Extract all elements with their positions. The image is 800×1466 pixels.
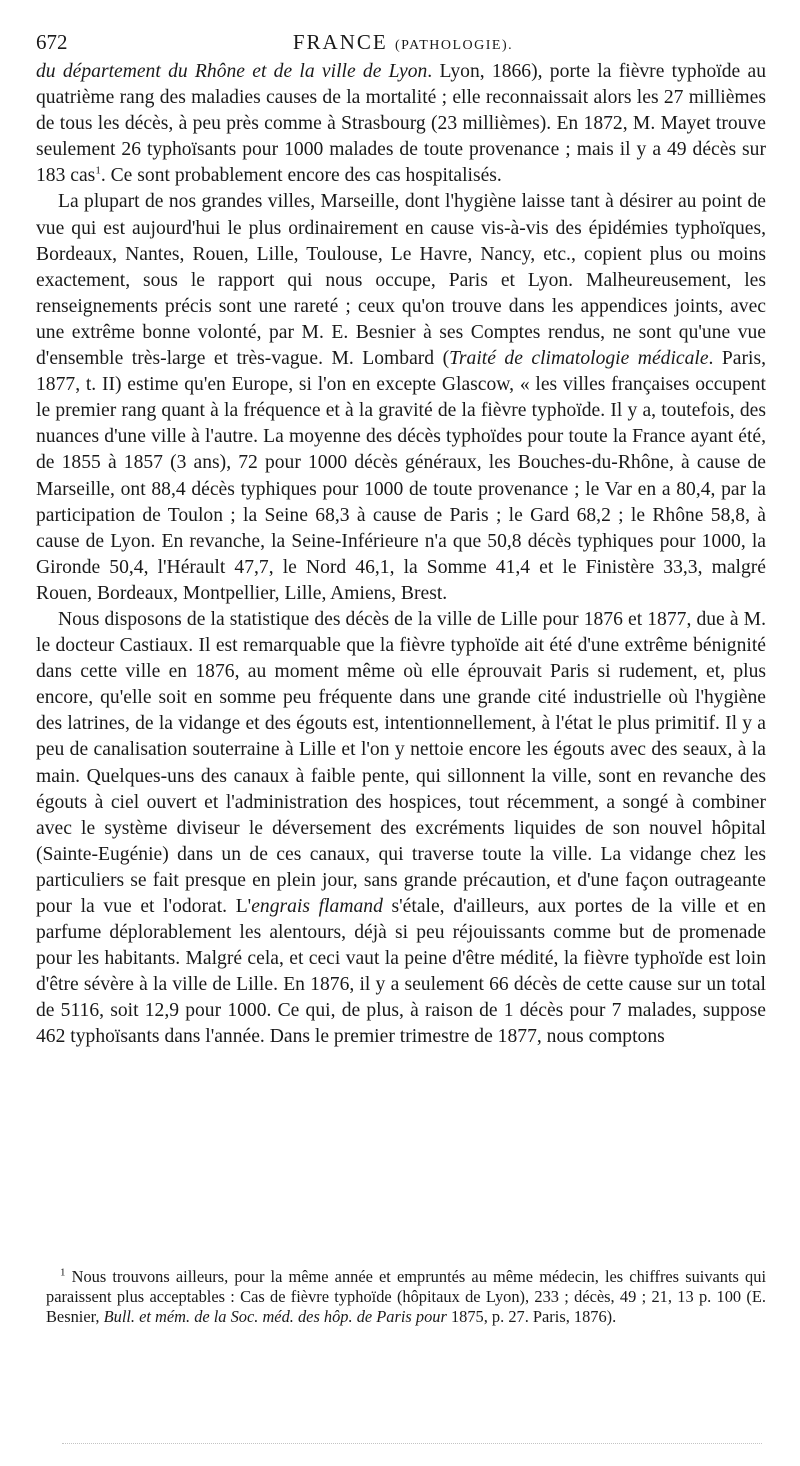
footnote-italic: Bull. et mém. de la Soc. méd. des hôp. de Paris pour [103,1306,447,1326]
footnote-text: $^1$ Nous trouvons ailleurs, pour la même année et empruntés au même médecin, les chiffres suivants qui paraissent plus acceptables : Cas de fièvre typhoïde (hôpitaux de Lyon), 233 ; décès, 49 ; 21, 13 p. 100 (E. Besnier, Bull. et mém. de la Soc. méd. des hôp. de Paris pour 1875, p. 27. Paris, 1876). [46,1266,766,1326]
bottom-rule [62,1443,762,1444]
paragraph-1-italic: du département du Rhône et de la ville de Lyon [36,61,428,82]
page-header [36,30,770,56]
footnote [46,1267,766,1326]
paragraph-3: Nous disposons de la statistique des décès de la ville de Lille pour 1876 et 1877, due à M. le docteur Castiaux. Il est remarquable que la fièvre typhoïde ait été d'une extrême bénignité dans cette ville en 1876, au moment même où elle éprouvait Paris si rudement, et, plus encore, qu'elle soit en somme peu fréquente dans une grande cité industrielle où l'hygiène des latrines, de la vidange et des égouts est, intentionnellement, à l'état le plus primitif. Il y a peu de canalisation souterraine à Lille et l'on y nettoie encore les égouts avec des seaux, à la main. Quelques-uns des canaux à faible pente, qui sillonnent la ville, sont en revanche des égouts à ciel ouvert et l'administration des hospices, tout récemment, a songé à combiner avec le système diviseur le déversement des excréments liquides de son nouvel hôpital (Sainte-Eugénie) dans un de ces canaux, qui traverse toute la ville. La vidange chez les particuliers se fait presque en plein jour, sans grande précaution, et d'une façon outrageante pour la vue et l'odorat. L'engrais flamand s'étale, d'ailleurs, aux portes de la ville et en parfume déplorablement les alentours, déjà si peu réjouissants comme but de promenade pour les habitants. Malgré cela, et ceci vaut la peine d'être médité, la fièvre typhoïde est loin d'être sévère à la ville de Lille. En 1876, il y a seulement 66 décès de cette cause sur un total de 5116, soit 12,9 pour 1000. Ce qui, de plus, à raison de 1 décès pour 7 malades, suppose 462 typhoïsants dans l'année. Dans le premier trimestre de 1877, nous comptons [36,608,766,1048]
footnote-marker: 1 [60,1266,66,1279]
running-head [36,30,770,55]
page-number: 672 [36,30,68,54]
body-text [36,59,766,1051]
paragraph-1: du département du Rhône et de la ville de Lyon. Lyon, 1866), porte la fièvre typhoïde au quatrième rang des maladies causes de la mortalité ; elle reconnaissait alors les 27 millièmes de tous les décès, à peu près comme à Strasbourg (23 millièmes). En 1872, M. Mayet trouve seulement 26 typhoïsants pour 1000 malades de toute provenance ; mais il y a 49 décès sur 183 cas$^1$. Ce sont probablement encore des cas hospitalisés. [36,61,767,187]
paragraph-2: La plupart de nos grandes villes, Marseille, dont l'hygiène laisse tant à désirer au point de vue qui est aujourd'hui le plus ordinairement en cause vis-à-vis des épidémies typhoïques, Bordeaux, Nantes, Rouen, Lille, Toulouse, Le Havre, Nancy, etc., copient plus ou moins exactement, sous le rapport qui nous occupe, Paris et Lyon. Malheureusement, les renseignements précis sont une rareté ; ceux qu'on trouve dans les appendices joints, avec une extrême bonne volonté, par M. E. Besnier à ses Comptes rendus, ne sont qu'une vue d'ensemble très-large et très-vague. M. Lombard (Traité de climatologie médicale. Paris, 1877, t. II) estime qu'en Europe, si l'on en excepte Glascow, « les villes françaises occupent le premier rang quant à la fréquence et à la gravité de la fièvre typhoïde. Il y a, toutefois, des nuances d'une ville à l'autre. La moyenne des décès typhoïdes pour toute la France ayant été, de 1855 à 1857 (3 ans), 72 pour 1000 décès généraux, les Bouches-du-Rhône, à cause de Marseille, ont 88,4 décès typhiques pour 1000 de toute provenance ; le Var en a 80,4, par la participation de Toulon ; la Seine 68,3 à cause de Paris ; le Gard 68,2 ; le Rhône 58,8, à cause de Lyon. En revanche, la Seine-Inférieure n'a que 50,8 décès typhiques pour 1000, la Gironde 50,4, l'Hérault 47,7, le Nord 46,1, la Somme 41,4 et le Finistère 33,3, malgré Rouen, Bordeaux, Montpellier, Lille, Amiens, Brest. [36,191,766,604]
running-head-title: FRANCE [292,30,388,54]
running-head-subtitle: (PATHOLOGIE). [394,38,514,53]
italic-term: engrais flamand [251,896,383,917]
book-title: Traité de climatologie médicale [449,348,709,370]
footnote-ref: 1 [95,164,101,177]
